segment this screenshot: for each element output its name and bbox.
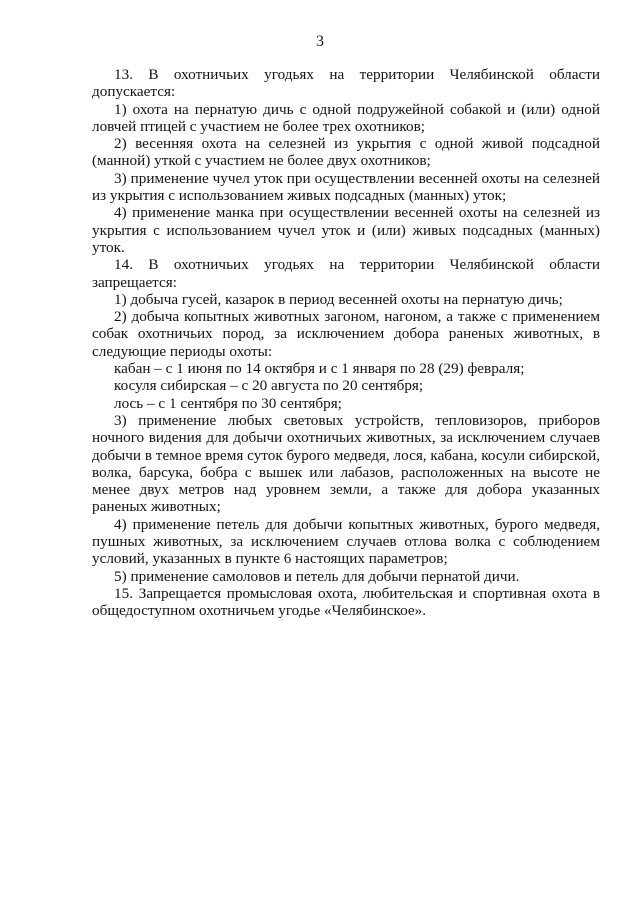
paragraph-p15: 15. Запрещается промысловая охота, любительская и спортивная охота в общедоступном охотничьем угодье «Челябинское». — [92, 584, 600, 620]
paragraph-p14-2-c: лось – с 1 сентября по 30 сентября; — [114, 394, 342, 412]
paragraph-p14-1: 1) добыча гусей, казарок в период весенней охоты на пернатую дичь; — [114, 290, 563, 308]
paragraph-p13-1: 1) охота на пернатую дичь с одной подружейной собакой и (или) одной ловчей птицей с участием не более трех охотников; — [92, 100, 600, 135]
paragraph-p13-4: 4) применение манка при осуществлении весенней охоты на селезней из укрытия с использованием чучел уток и (или) живых подсадных (манных) уток. — [92, 204, 600, 256]
page-number: 3 — [316, 33, 324, 50]
paragraph-p14-2-b: косуля сибирская – с 20 августа по 20 сентября; — [114, 377, 424, 395]
paragraph-p14-2-a: кабан – с 1 июня по 14 октября и с 1 января по 28 (29) февраля; — [114, 360, 525, 378]
paragraph-p14: 14. В охотничьих угодьях на территории Челябинской области запрещается: — [92, 256, 600, 291]
paragraph-p13-3: 3) применение чучел уток при осуществлении весенней охоты на селезней из укрытия с использованием живых подсадных (манных) уток; — [92, 169, 600, 205]
paragraph-p13: 13. В охотничьих угодьях на территории Челябинской области допускается: — [92, 66, 600, 101]
paragraph-p14-4: 4) применение петель для добычи копытных животных, бурого медведя, пушных животных, за исключением случаев отлова волка с соблюдением условий, указанных в пункте 6 настоящих параметров; — [92, 515, 600, 568]
paragraph-p14-5: 5) применение самоловов и петель для добычи пернатой дичи. — [114, 567, 520, 585]
paragraph-p14-3: 3) применение любых световых устройств, тепловизоров, приборов ночного видения для добычи охотничьих животных, за исключением случаев добычи в темное время суток бурого медведя, лося, кабана, косули сибирской, волка, барсука, бобра с вышек или лабазов, расположенных на высоте не менее двух метров над уровнем земли, а также для добора указанных раненых животных; — [92, 411, 600, 516]
document-body — [92, 66, 600, 620]
paragraph-p13-2: 2) весенняя охота на селезней из укрытия с одной живой подсадной (манной) уткой с участием не более двух охотников; — [92, 135, 600, 170]
paragraph-p14-2: 2) добыча копытных животных загоном, нагоном, а также с применением собак охотничьих пород, за исключением добора раненых животных, в следующие периоды охоты: — [92, 308, 600, 360]
